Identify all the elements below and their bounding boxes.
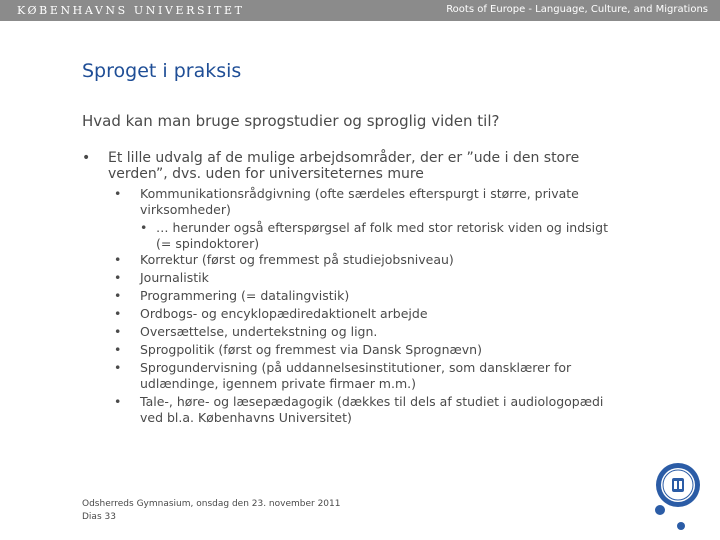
- list-item: [114, 394, 622, 426]
- list-item: [114, 252, 622, 268]
- main-bullet: [82, 150, 622, 182]
- bullet-glyph: •: [114, 306, 122, 321]
- university-wordmark: KØBENHAVNS UNIVERSITET: [17, 4, 245, 17]
- bullet-glyph: •: [114, 324, 122, 339]
- list-item: [114, 360, 622, 392]
- bullet-glyph: •: [114, 288, 122, 303]
- bullet-glyph: •: [114, 186, 122, 201]
- list-item-text: Oversættelse, undertekstning og lign.: [140, 324, 378, 339]
- bullet-glyph: •: [114, 252, 122, 267]
- list-item-text: Korrektur (først og fremmest på studiejobsniveau): [140, 252, 454, 267]
- list-item-text: Journalistik: [140, 270, 209, 285]
- bullet-glyph: •: [114, 394, 122, 409]
- list-item: [114, 342, 622, 358]
- course-title: Roots of Europe - Language, Culture, and Migrations: [446, 4, 708, 15]
- bullet-glyph: •: [140, 220, 148, 235]
- list-item-text: Sprogpolitik (først og fremmest via Dansk Sprognævn): [140, 342, 482, 357]
- list-item-text: Ordbogs- og encyklopædiredaktionelt arbejde: [140, 306, 428, 321]
- decorative-dot-large: [655, 505, 665, 515]
- footer-event: Odsherreds Gymnasium, onsdag den 23. november 2011: [82, 499, 341, 509]
- bullet-glyph: •: [114, 360, 122, 375]
- list-item-text: Tale-, høre- og læsepædagogik (dækkes til dels af studiet i audiologopædi ved bl.a. Københavns Universitet): [140, 394, 604, 425]
- bullet-glyph: •: [114, 342, 122, 357]
- list-item: [114, 288, 622, 304]
- sub-bullet-list: [82, 186, 622, 426]
- list-subitem: [140, 220, 622, 252]
- slide-footer: [82, 498, 341, 524]
- slide-number: Dias 33: [82, 512, 116, 522]
- slide-title: Sproget i praksis: [82, 60, 242, 82]
- list-item: [114, 324, 622, 340]
- list-item: [114, 270, 622, 286]
- decorative-dot-small: [677, 522, 685, 530]
- list-item-text: Programmering (= datalingvistik): [140, 288, 350, 303]
- list-subitem-text: … herunder også efterspørgsel af folk med stor retorisk viden og indsigt (= spindoktorer): [156, 220, 608, 251]
- header-bar: [0, 0, 720, 21]
- bullet-glyph: •: [114, 270, 122, 285]
- university-seal-icon: [655, 462, 701, 508]
- list-item: [114, 186, 622, 218]
- bullet-glyph: •: [82, 150, 91, 166]
- list-item-text: Kommunikationsrådgivning (ofte særdeles efterspurgt i større, private virksomheder): [140, 186, 579, 217]
- slide-content: [82, 150, 622, 428]
- list-item: [114, 306, 622, 322]
- list-item-text: Sprogundervisning (på uddannelsesinstitutioner, som dansklærer for udlændinge, igennem private firmaer m.m.): [140, 360, 572, 391]
- slide-subtitle: Hvad kan man bruge sprogstudier og sproglig viden til?: [82, 112, 500, 130]
- main-bullet-text: Et lille udvalg af de mulige arbejdsområder, der er ”ude i den store verden”, dvs. uden for universiteternes mure: [108, 150, 580, 182]
